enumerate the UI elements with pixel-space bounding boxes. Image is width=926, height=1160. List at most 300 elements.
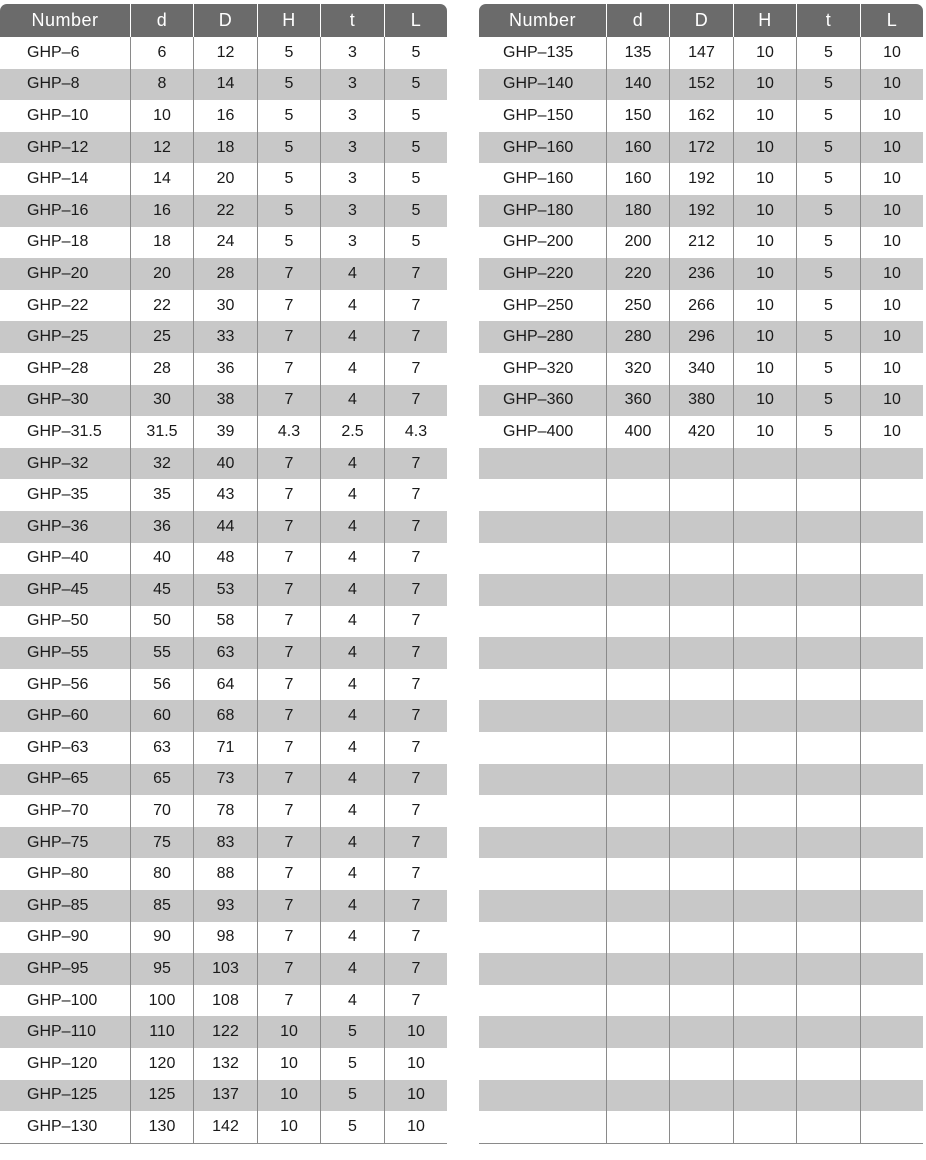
cell-L: 7 [384,953,447,985]
table-row [0,795,447,827]
cell-H [733,922,796,954]
cell-L: 10 [860,321,923,353]
cell-d [606,890,669,922]
cell-t: 4 [320,827,384,859]
cell-H: 10 [733,100,796,132]
cell-t [796,543,860,575]
table-row [479,227,923,259]
cell-H: 7 [257,858,320,890]
cell-H: 10 [733,353,796,385]
cell-D [669,1048,733,1080]
cell-H [733,479,796,511]
cell-number [479,795,606,827]
cell-t: 5 [796,69,860,101]
cell-d: 280 [606,321,669,353]
cell-H: 7 [257,479,320,511]
cell-number: GHP–55 [0,637,130,669]
cell-d: 125 [130,1080,193,1112]
cell-t [796,1111,860,1144]
table-row [0,195,447,227]
cell-D: 137 [193,1080,257,1112]
cell-D: 44 [193,511,257,543]
cell-D [669,448,733,480]
cell-d [606,827,669,859]
cell-t: 3 [320,195,384,227]
cell-D: 380 [669,385,733,417]
cell-d: 90 [130,922,193,954]
cell-H [733,1111,796,1144]
cell-number [479,890,606,922]
table-row [0,290,447,322]
cell-H [733,795,796,827]
cell-number: GHP–25 [0,321,130,353]
cell-H [733,606,796,638]
cell-L: 10 [860,163,923,195]
cell-d: 320 [606,353,669,385]
cell-t: 5 [320,1016,384,1048]
cell-number: GHP–36 [0,511,130,543]
cell-number: GHP–14 [27,170,89,188]
cell-number: GHP–56 [27,675,89,693]
cell-L: 5 [384,163,447,195]
cell-number: GHP–22 [27,296,89,314]
cell-D: 172 [669,132,733,164]
cell-L: 7 [384,574,447,606]
cell-L: 7 [384,385,447,417]
cell-H [733,764,796,796]
cell-number: GHP–130 [0,1111,130,1144]
cell-D [669,827,733,859]
cell-t [796,574,860,606]
table-row [479,37,923,69]
cell-d [606,1016,669,1048]
cell-H [733,953,796,985]
cell-D [669,795,733,827]
table-body [479,37,923,1144]
cell-L: 10 [384,1080,447,1112]
table-row [479,574,923,606]
cell-H: 10 [733,321,796,353]
table-row [479,1111,923,1144]
cell-D [669,669,733,701]
cell-L: 10 [860,290,923,322]
table-row [0,669,447,701]
cell-D [669,985,733,1017]
table-row [479,732,923,764]
cell-L [860,795,923,827]
cell-t: 4 [320,290,384,322]
cell-D: 103 [193,953,257,985]
cell-L [860,1080,923,1112]
cell-d: 63 [130,732,193,764]
cell-L: 7 [384,732,447,764]
column-header-t: t [320,4,384,37]
table-row [0,732,447,764]
cell-number: GHP–360 [479,385,606,417]
cell-L: 7 [384,764,447,796]
cell-d: 45 [130,574,193,606]
cell-t [796,795,860,827]
cell-d: 10 [130,100,193,132]
cell-number: GHP–150 [503,106,574,124]
cell-L: 10 [384,1016,447,1048]
cell-H [733,858,796,890]
cell-d: 180 [606,195,669,227]
cell-d [606,700,669,732]
cell-D: 147 [669,37,733,69]
cell-D [669,1111,733,1144]
table-row [0,858,447,890]
table-row [479,1048,923,1080]
cell-t: 4 [320,985,384,1017]
cell-L: 10 [860,69,923,101]
cell-number: GHP–400 [503,422,574,440]
cell-L [860,827,923,859]
cell-D: 24 [193,227,257,259]
cell-number: GHP–50 [27,612,89,630]
cell-H [733,637,796,669]
cell-D: 38 [193,385,257,417]
cell-t: 4 [320,922,384,954]
cell-number: GHP–60 [0,700,130,732]
cell-D: 162 [669,100,733,132]
cell-L: 7 [384,890,447,922]
table-row [0,37,447,69]
cell-number [479,1111,606,1144]
table-row [0,922,447,954]
table-row [0,953,447,985]
cell-L: 10 [860,227,923,259]
table-row [0,100,447,132]
cell-D [669,890,733,922]
cell-L: 10 [384,1111,447,1144]
spec-table-left [0,4,447,1144]
cell-D: 18 [193,132,257,164]
cell-d [606,1080,669,1112]
cell-D [669,543,733,575]
cell-L: 5 [384,195,447,227]
cell-number [479,637,606,669]
cell-t: 4 [320,448,384,480]
cell-number [479,1080,606,1112]
cell-d [606,922,669,954]
cell-L: 7 [384,479,447,511]
cell-number: GHP–90 [27,928,89,946]
cell-H: 10 [257,1080,320,1112]
cell-H: 7 [257,574,320,606]
cell-H [733,827,796,859]
table-row [0,385,447,417]
cell-number [479,1016,606,1048]
cell-d [606,732,669,764]
table-row [0,1111,447,1144]
cell-D: 30 [193,290,257,322]
cell-D: 192 [669,195,733,227]
table-row [0,637,447,669]
cell-t [796,953,860,985]
cell-number: GHP–180 [479,195,606,227]
cell-L: 10 [860,258,923,290]
cell-D: 43 [193,479,257,511]
cell-D [669,574,733,606]
cell-H: 10 [733,227,796,259]
cell-number: GHP–110 [0,1016,130,1048]
cell-L [860,448,923,480]
cell-t: 4 [320,669,384,701]
cell-L [860,953,923,985]
cell-d [606,795,669,827]
cell-H: 7 [257,922,320,954]
cell-d: 150 [606,100,669,132]
cell-t: 5 [796,227,860,259]
cell-D [669,511,733,543]
table-row [479,543,923,575]
cell-d: 25 [130,321,193,353]
cell-D: 420 [669,416,733,448]
cell-H: 5 [257,163,320,195]
cell-H: 5 [257,37,320,69]
table-row [479,290,923,322]
table-row [479,385,923,417]
cell-L [860,606,923,638]
cell-D: 40 [193,448,257,480]
cell-t: 5 [320,1048,384,1080]
cell-d [606,953,669,985]
cell-d: 8 [130,69,193,101]
cell-H [733,448,796,480]
cell-H: 10 [733,37,796,69]
table-row [479,637,923,669]
cell-H: 7 [257,385,320,417]
cell-t: 5 [796,37,860,69]
cell-t: 5 [796,163,860,195]
cell-d: 140 [606,69,669,101]
table-row [479,195,923,227]
cell-t: 4 [320,700,384,732]
cell-number: GHP–80 [27,865,89,883]
cell-H: 7 [257,827,320,859]
cell-t: 5 [796,258,860,290]
cell-t: 2.5 [320,416,384,448]
cell-number: GHP–40 [27,549,89,567]
cell-H: 10 [733,69,796,101]
cell-number: GHP–8 [0,69,130,101]
cell-L: 7 [384,448,447,480]
cell-L [860,1016,923,1048]
spec-table-right [479,4,923,1144]
cell-L: 7 [384,637,447,669]
cell-D: 83 [193,827,257,859]
cell-d [606,448,669,480]
cell-D: 236 [669,258,733,290]
cell-number [479,985,606,1017]
cell-d [606,574,669,606]
cell-D: 58 [193,606,257,638]
cell-H [733,985,796,1017]
cell-number: GHP–63 [27,738,89,756]
cell-t: 4 [320,385,384,417]
cell-D: 28 [193,258,257,290]
table-row [0,321,447,353]
cell-d: 110 [130,1016,193,1048]
cell-number [479,606,606,638]
cell-L: 10 [860,132,923,164]
cell-d: 55 [130,637,193,669]
cell-d: 20 [130,258,193,290]
cell-d: 160 [606,163,669,195]
cell-t [796,637,860,669]
cell-L: 5 [384,227,447,259]
cell-d [606,1048,669,1080]
cell-D: 340 [669,353,733,385]
cell-L: 10 [860,100,923,132]
cell-D: 12 [193,37,257,69]
table-row [0,69,447,101]
cell-t: 3 [320,163,384,195]
table-row [0,227,447,259]
column-header-D: D [669,4,733,37]
column-header-H: H [257,4,320,37]
cell-d: 32 [130,448,193,480]
cell-t [796,858,860,890]
cell-number: GHP–140 [479,69,606,101]
cell-d: 28 [130,353,193,385]
cell-t: 5 [796,416,860,448]
cell-D [669,732,733,764]
cell-number: GHP–10 [27,106,89,124]
column-header-number: Number [0,4,130,37]
cell-L [860,700,923,732]
table-row [0,1048,447,1080]
table-header-row [479,4,923,37]
cell-number: GHP–20 [0,258,130,290]
cell-H: 10 [733,195,796,227]
cell-t: 4 [320,258,384,290]
cell-D: 88 [193,858,257,890]
table-row [479,669,923,701]
cell-d [606,1111,669,1144]
cell-t: 5 [796,353,860,385]
cell-D: 93 [193,890,257,922]
cell-H: 10 [733,416,796,448]
cell-H: 7 [257,448,320,480]
cell-L: 7 [384,258,447,290]
cell-D: 16 [193,100,257,132]
cell-d: 50 [130,606,193,638]
cell-D: 212 [669,227,733,259]
table-row [479,764,923,796]
cell-H [733,1080,796,1112]
cell-L: 7 [384,922,447,954]
table-row [479,922,923,954]
table-row [0,258,447,290]
cell-number: GHP–30 [0,385,130,417]
cell-d: 56 [130,669,193,701]
cell-t: 4 [320,732,384,764]
cell-number: GHP–70 [27,802,89,820]
cell-H [733,669,796,701]
cell-L [860,574,923,606]
table-row [479,700,923,732]
cell-t: 3 [320,37,384,69]
cell-L [860,922,923,954]
cell-L [860,985,923,1017]
table-row [0,353,447,385]
cell-H: 5 [257,69,320,101]
table-row [0,416,447,448]
table-row [479,416,923,448]
cell-H [733,890,796,922]
cell-D [669,479,733,511]
cell-t [796,1016,860,1048]
cell-H: 7 [257,353,320,385]
cell-t [796,606,860,638]
cell-number [479,479,606,511]
cell-H [733,511,796,543]
cell-d: 22 [130,290,193,322]
cell-number [479,922,606,954]
cell-L: 5 [384,69,447,101]
cell-number: GHP–125 [0,1080,130,1112]
cell-d: 80 [130,858,193,890]
cell-t: 5 [796,321,860,353]
cell-H: 7 [257,511,320,543]
cell-number: GHP–135 [503,43,574,61]
table-body [0,37,447,1144]
cell-D: 53 [193,574,257,606]
cell-d: 6 [130,37,193,69]
cell-t [796,1080,860,1112]
cell-d [606,985,669,1017]
cell-D: 266 [669,290,733,322]
cell-t: 5 [796,385,860,417]
table-row [0,511,447,543]
column-header-d: d [130,4,193,37]
cell-d: 18 [130,227,193,259]
cell-t: 4 [320,353,384,385]
cell-number: GHP–320 [503,359,574,377]
table-header-row [0,4,447,37]
table-row [0,1016,447,1048]
table-row [479,985,923,1017]
cell-number: GHP–200 [503,233,574,251]
cell-number: GHP–95 [0,953,130,985]
cell-d: 120 [130,1048,193,1080]
cell-t: 4 [320,606,384,638]
cell-t: 3 [320,69,384,101]
cell-t: 3 [320,132,384,164]
cell-H: 7 [257,795,320,827]
cell-number: GHP–18 [27,233,89,251]
cell-H: 7 [257,543,320,575]
cell-D: 48 [193,543,257,575]
cell-d: 65 [130,764,193,796]
table-row [479,100,923,132]
cell-H: 5 [257,227,320,259]
cell-number: GHP–280 [479,321,606,353]
table-row [0,985,447,1017]
cell-number: GHP–65 [0,764,130,796]
cell-H: 4.3 [257,416,320,448]
cell-D: 64 [193,669,257,701]
table-row [0,479,447,511]
cell-D: 68 [193,700,257,732]
cell-d: 16 [130,195,193,227]
table-row [0,574,447,606]
cell-L: 7 [384,985,447,1017]
table-row [479,1016,923,1048]
cell-D: 192 [669,163,733,195]
